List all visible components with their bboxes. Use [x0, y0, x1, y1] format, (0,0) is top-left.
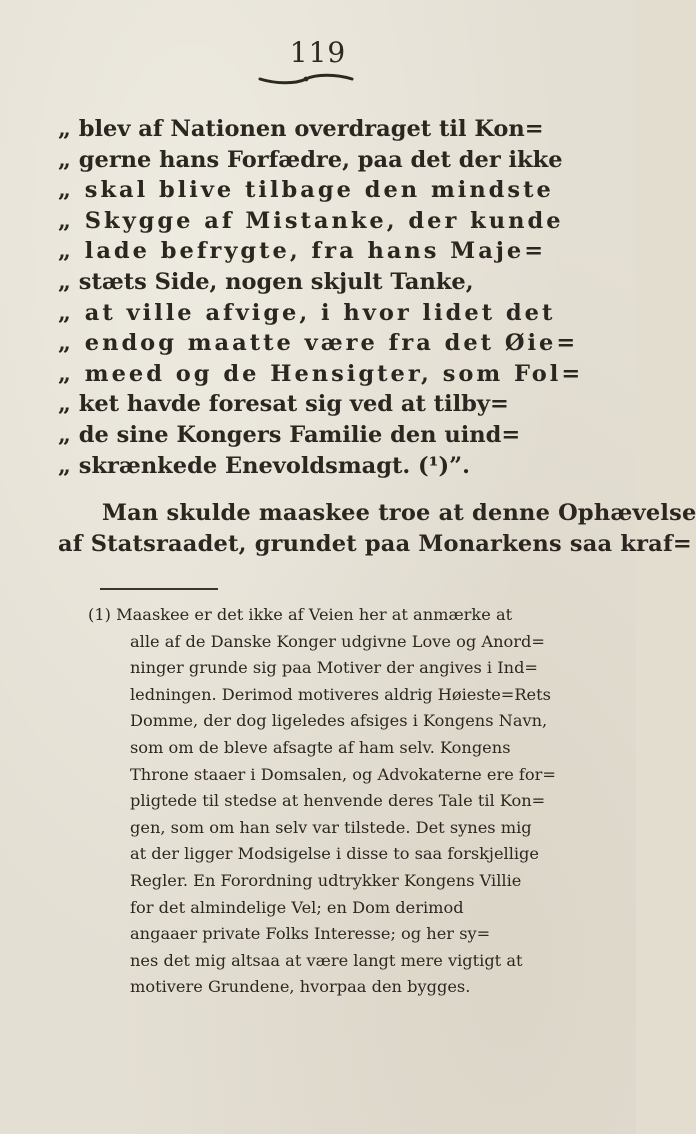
quote-line: „ endog maatte være fra det Øie= [58, 330, 579, 357]
body-paragraph [58, 498, 696, 559]
quote-line: „ gerne hans Forfædre, paa det der ikke [58, 146, 563, 173]
quote-line: „ blev af Nationen overdraget til Kon= [58, 116, 544, 142]
quote-line: „ Skygge af Mistanke, der kunde [58, 207, 564, 234]
footnote [88, 602, 578, 1001]
quote-line: „ skal blive tilbage den mindste [58, 177, 554, 204]
footnote-line: motivere Grundene, hvorpaa den bygges. [130, 977, 471, 997]
page-number: 119 [289, 36, 347, 69]
quote-line: „ lade befrygte, fra hans Maje= [58, 238, 547, 265]
footnote-line: ledningen. Derimod motiveres aldrig Høieste=Rets [130, 684, 551, 704]
quote-line: „ stæts Side, nogen skjult Tanke, [58, 268, 474, 295]
quote-line: „ at ville afvige, i hvor lidet det [58, 299, 556, 326]
footnote-line: for det almindelige Vel; en Dom derimod [130, 897, 464, 917]
footnote-line: som om de bleve afsagte af ham selv. Kongens [130, 737, 511, 757]
footnote-line: gen, som om han selv var tilstede. Det synes mig [130, 817, 532, 837]
quote-line: „ skrænkede Enevoldsmagt. (¹)”. [58, 452, 470, 479]
footnote-line: Domme, der dog ligeledes afsiges i Kongens Navn, [130, 711, 548, 731]
footnote-rule [100, 588, 218, 590]
footnote-line: at der ligger Modsigelse i disse to saa forskjellige [130, 844, 540, 864]
footnote-line: Regler. En Forordning udtrykker Kongens Villie [130, 870, 522, 890]
paragraph-line: af Statsraadet, grundet paa Monarkens saa kraf= [58, 530, 692, 557]
footnote-line: ninger grunde sig paa Motiver der angives i Ind= [130, 658, 538, 678]
ornament-divider [256, 70, 356, 86]
quotation-block [58, 114, 584, 481]
footnote-line: pligtede til stedse at henvende deres Tale til Kon= [130, 791, 546, 811]
footnote-line: alle af de Danske Konger udgivne Love og Anord= [130, 631, 545, 651]
quote-line: „ ket havde foresat sig ved at tilby= [58, 391, 509, 418]
quote-line: „ meed og de Hensigter, som Fol= [58, 360, 584, 387]
paragraph-line: Man skulde maaskee troe at denne Ophævelse [102, 500, 696, 526]
footnote-line: (1) Maaskee er det ikke af Veien her at anmærke at [88, 605, 513, 624]
footnote-line: Throne staaer i Domsalen, og Advokaterne ere for= [130, 764, 556, 784]
footnote-line: nes det mig altsaa at være langt mere vigtigt at [130, 950, 523, 970]
footnote-line: angaaer private Folks Interesse; og her sy= [130, 924, 491, 944]
quote-line: „ de sine Kongers Familie den uind= [58, 421, 521, 448]
